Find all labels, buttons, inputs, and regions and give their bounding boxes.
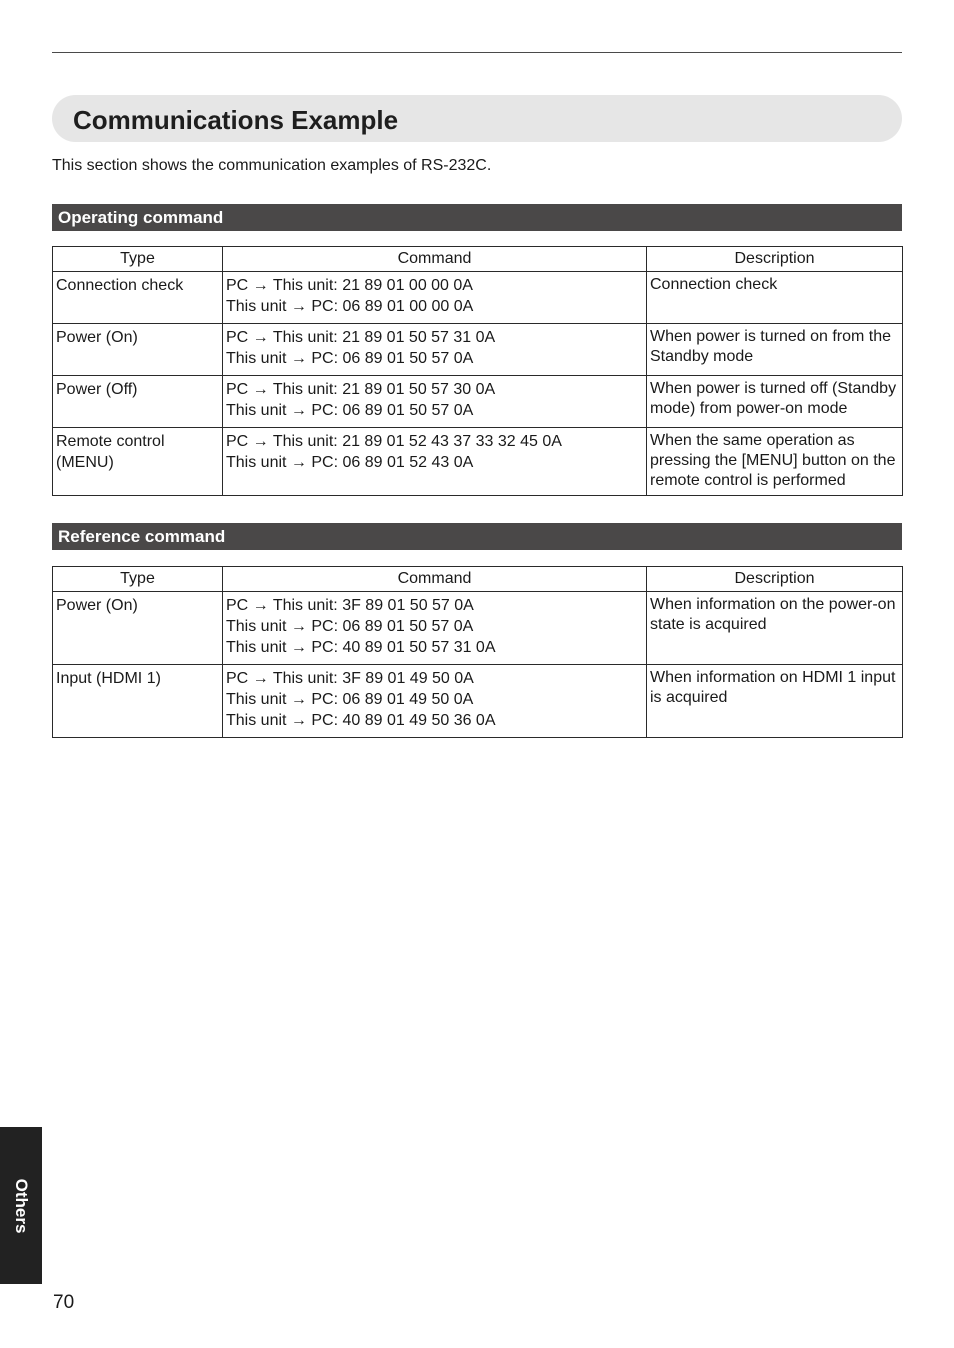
type-cell: Power (Off) [53, 376, 223, 428]
command-cell [223, 428, 647, 496]
operating-command-table [52, 246, 903, 496]
type-cell: Input (HDMI 1) [53, 665, 223, 738]
table-row [53, 272, 903, 324]
description-line: state is acquired [650, 616, 767, 633]
page-title: Communications Example [73, 105, 399, 135]
command-cell [223, 592, 647, 665]
description-line: When information on HDMI 1 input [650, 669, 896, 686]
command-line: PC → This unit: 3F 89 01 49 50 0A [226, 670, 474, 687]
command-line: This unit → PC: 06 89 01 50 57 0A [226, 350, 474, 367]
command-line: PC → This unit: 21 89 01 50 57 30 0A [226, 381, 496, 398]
command-line: PC → This unit: 21 89 01 50 57 31 0A [226, 329, 496, 346]
description-line: Standby mode [650, 348, 754, 365]
command-line: This unit → PC: 06 89 01 50 57 0A [226, 618, 474, 635]
command-cell [223, 324, 647, 376]
title-bar [52, 95, 902, 142]
command-line: This unit → PC: 06 89 01 00 00 0A [226, 298, 474, 315]
operating-command-heading: Operating command [52, 204, 902, 231]
top-rule [52, 52, 902, 53]
table-header-row [53, 567, 903, 592]
table-row [53, 428, 903, 496]
page-number: 70 [53, 1292, 75, 1313]
description-cell [647, 272, 903, 324]
col-header-type: Type [53, 247, 223, 272]
command-line: This unit → PC: 40 89 01 50 57 31 0A [226, 639, 496, 656]
description-cell [647, 324, 903, 376]
command-line: This unit → PC: 06 89 01 49 50 0A [226, 691, 474, 708]
description-line: When power is turned off (Standby [650, 380, 897, 397]
reference-command-table [52, 566, 903, 738]
type-cell: Power (On) [53, 324, 223, 376]
type-cell: Connection check [53, 272, 223, 324]
command-line: PC → This unit: 3F 89 01 50 57 0A [226, 597, 474, 614]
command-cell [223, 272, 647, 324]
col-header-command: Command [223, 247, 647, 272]
description-cell [647, 428, 903, 496]
intro-text: This section shows the communication examples of RS-232C. [52, 157, 492, 174]
description-cell [647, 376, 903, 428]
description-line: mode) from power-on mode [650, 400, 848, 417]
command-line: This unit → PC: 06 89 01 52 43 0A [226, 454, 474, 471]
command-line: This unit → PC: 06 89 01 50 57 0A [226, 402, 474, 419]
type-cell [53, 428, 223, 496]
type-cell: Power (On) [53, 592, 223, 665]
description-line: pressing the [MENU] button on the [650, 452, 896, 469]
command-line: This unit → PC: 40 89 01 49 50 36 0A [226, 712, 496, 729]
table-row [53, 592, 903, 665]
type-line: (MENU) [56, 454, 114, 471]
description-line: remote control is performed [650, 472, 846, 489]
side-tab-label: Others [12, 1178, 31, 1233]
col-header-command: Command [223, 567, 647, 592]
reference-command-heading: Reference command [52, 523, 902, 550]
description-line: is acquired [650, 689, 728, 706]
col-header-description: Description [647, 567, 903, 592]
table-row [53, 665, 903, 738]
description-cell [647, 665, 903, 738]
command-line: PC → This unit: 21 89 01 00 00 0A [226, 277, 473, 294]
command-cell [223, 665, 647, 738]
description-line: When the same operation as [650, 432, 855, 449]
col-header-type: Type [53, 567, 223, 592]
description-line: When information on the power-on [650, 596, 896, 613]
type-line: Remote control [56, 433, 165, 450]
section-side-tab [0, 1127, 42, 1284]
table-row [53, 376, 903, 428]
command-cell [223, 376, 647, 428]
table-row [53, 324, 903, 376]
command-line: PC → This unit: 21 89 01 52 43 37 33 32 45 0A [226, 433, 562, 450]
table-header-row [53, 247, 903, 272]
description-line: When power is turned on from the [650, 328, 892, 345]
description-line: Connection check [650, 276, 778, 293]
description-cell [647, 592, 903, 665]
col-header-description: Description [647, 247, 903, 272]
